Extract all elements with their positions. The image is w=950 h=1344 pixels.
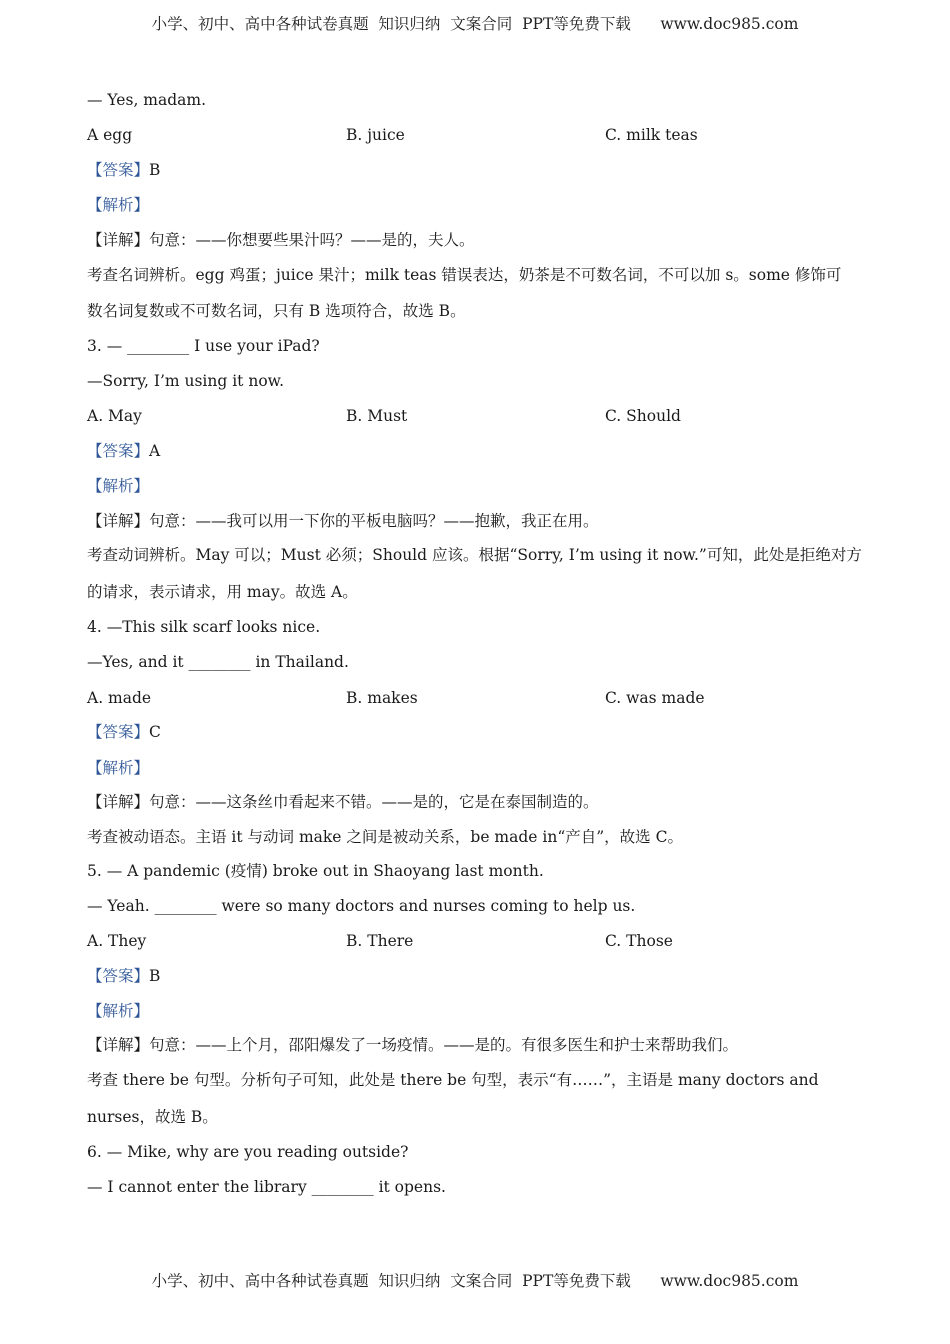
answer-line: [87, 966, 160, 986]
answer-tag: 【答案】: [87, 161, 150, 179]
dialog-line: — Yes, madam.: [87, 91, 207, 109]
option-a: A. May: [87, 407, 142, 425]
answer-tag: 【答案】: [87, 442, 150, 460]
explain-line: 数名词复数或不可数名词，只有 B 选项符合，故选 B。: [87, 302, 466, 320]
explain-line: 考查动词辨析。May 可以；Must 必须；Should 应该。根据“Sorry, I’m using it now.”可知，此处是拒绝对方: [87, 546, 862, 564]
explain-line: 考查被动语态。主语 it 与动词 make 之间是被动关系，be made in“产自”，故选 C。: [87, 828, 683, 846]
analysis-tag: 【解析】: [87, 477, 150, 495]
analysis-tag: 【解析】: [87, 196, 150, 214]
detail-tag: 【详解】: [87, 793, 150, 811]
detail-line: [87, 230, 475, 250]
detail-text: 句意：——这条丝巾看起来不错。——是的，它是在泰国制造的。: [149, 793, 599, 811]
explain-line: 考查名词辨析。egg 鸡蛋；juice 果汁；milk teas 错误表达，奶茶是不可数名词，不可以加 s。some 修饰可: [87, 266, 842, 284]
detail-text: 句意：——你想要些果汁吗？——是的，夫人。: [149, 231, 475, 249]
dialog-line: —Sorry, I’m using it now.: [87, 372, 285, 390]
answer-value: B: [149, 967, 161, 985]
detail-line: [87, 1035, 738, 1055]
answer-value: B: [149, 161, 161, 179]
option-c: C. Should: [605, 407, 681, 425]
detail-tag: 【详解】: [87, 231, 150, 249]
option-a: A egg: [87, 126, 133, 144]
dialog-line: — Yeah. ________ were so many doctors and nurses coming to help us.: [87, 897, 636, 915]
answer-value: A: [149, 442, 161, 460]
explain-line: nurses，故选 B。: [87, 1108, 218, 1126]
explain-line: 的请求，表示请求，用 may。故选 A。: [87, 583, 358, 601]
dialog-line: — I cannot enter the library ________ it opens.: [87, 1178, 446, 1196]
explain-line: 考查 there be 句型。分析句子可知，此处是 there be 句型，表示“有……”，主语是 many doctors and: [87, 1071, 819, 1089]
answer-tag: 【答案】: [87, 723, 150, 741]
question-4: 4. —This silk scarf looks nice.: [87, 618, 321, 636]
detail-text: 句意：——我可以用一下你的平板电脑吗？——抱歉，我正在用。: [149, 512, 599, 530]
answer-line: [87, 722, 161, 742]
option-b: B. makes: [346, 689, 418, 707]
option-c: C. was made: [605, 689, 705, 707]
option-a: A. They: [87, 932, 147, 950]
option-b: B. There: [346, 932, 414, 950]
option-a: A. made: [87, 689, 152, 707]
question-6: 6. — Mike, why are you reading outside?: [87, 1143, 409, 1161]
analysis-tag: 【解析】: [87, 1002, 150, 1020]
question-5: 5. — A pandemic (疫情) broke out in Shaoyang last month.: [87, 862, 544, 880]
option-c: C. Those: [605, 932, 673, 950]
detail-text: 句意：——上个月，邵阳爆发了一场疫情。——是的。有很多医生和护士来帮助我们。: [149, 1036, 739, 1054]
dialog-line: —Yes, and it ________ in Thailand.: [87, 653, 349, 671]
option-b: B. Must: [346, 407, 408, 425]
answer-line: [87, 441, 160, 461]
detail-line: [87, 792, 599, 812]
answer-value: C: [149, 723, 161, 741]
answer-tag: 【答案】: [87, 967, 150, 985]
detail-tag: 【详解】: [87, 512, 150, 530]
page-header: 小学、初中、高中各种试卷真题 知识归纳 文案合同 PPT等免费下载 www.doc985.com: [151, 15, 799, 33]
question-3: 3. — ________ I use your iPad?: [87, 337, 320, 355]
option-b: B. juice: [346, 126, 405, 144]
analysis-tag: 【解析】: [87, 759, 150, 777]
answer-line: [87, 160, 160, 180]
page-footer: 小学、初中、高中各种试卷真题 知识归纳 文案合同 PPT等免费下载 www.doc985.com: [151, 1272, 799, 1290]
detail-tag: 【详解】: [87, 1036, 150, 1054]
option-c: C. milk teas: [605, 126, 698, 144]
detail-line: [87, 511, 599, 531]
